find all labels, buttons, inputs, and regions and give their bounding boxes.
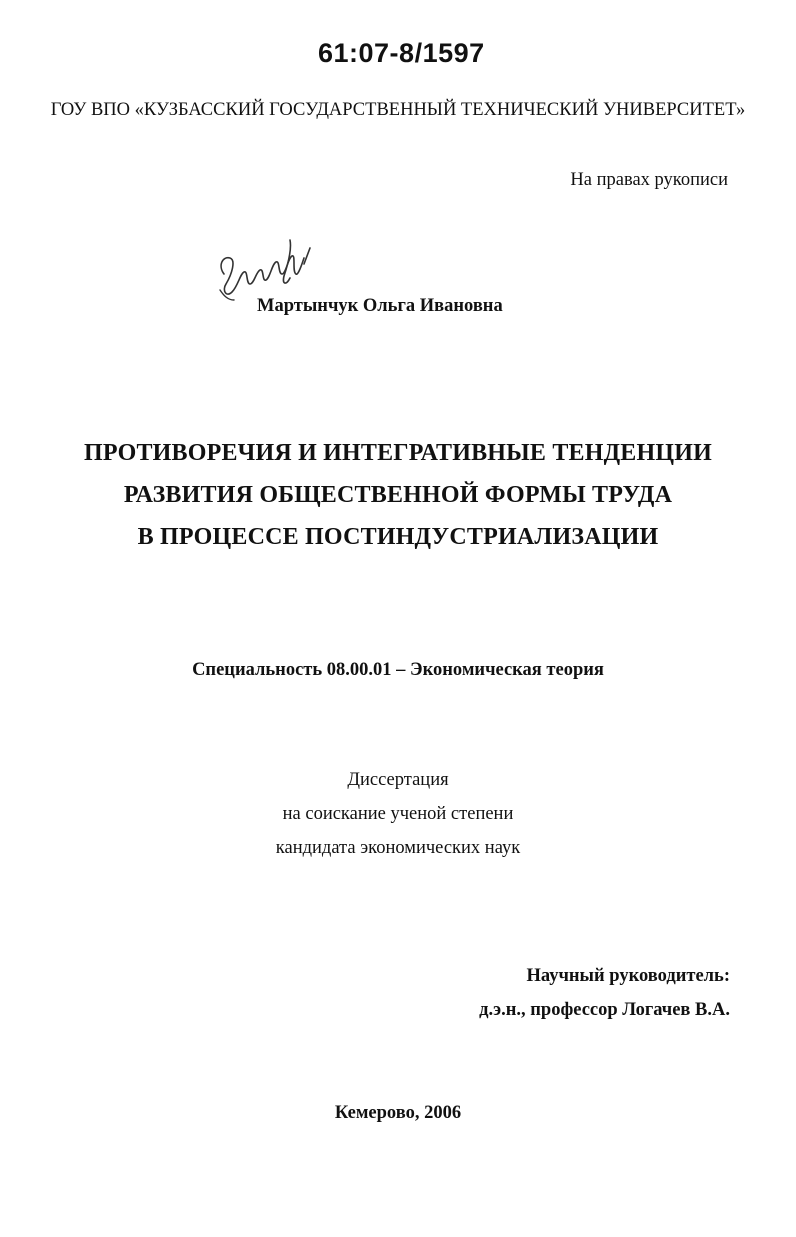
catalog-number: 61:07-8/1597 bbox=[318, 38, 485, 68]
author-name: Мартынчук Ольга Ивановна bbox=[257, 296, 503, 316]
supervisor-name: д.э.н., профессор Логачев В.А. bbox=[479, 1000, 730, 1020]
dissertation-title-line-2: РАЗВИТИЯ ОБЩЕСТВЕННОЙ ФОРМЫ ТРУДА bbox=[123, 482, 673, 508]
rights-note: На правах рукописи bbox=[570, 170, 728, 190]
dissertation-title-line-1: ПРОТИВОРЕЧИЯ И ИНТЕГРАТИВНЫЕ ТЕНДЕНЦИИ bbox=[84, 440, 712, 466]
degree-line-1: Диссертация bbox=[347, 770, 449, 790]
dissertation-title-line-3: В ПРОЦЕССЕ ПОСТИНДУСТРИАЛИЗАЦИИ bbox=[137, 524, 659, 550]
supervisor-label: Научный руководитель: bbox=[526, 966, 730, 986]
degree-line-2: на соискание ученой степени bbox=[282, 804, 514, 824]
city-year: Кемерово, 2006 bbox=[334, 1103, 462, 1123]
specialty: Специальность 08.00.01 – Экономическая теория bbox=[192, 660, 604, 680]
degree-line-3: кандидата экономических наук bbox=[275, 838, 521, 858]
university-name: ГОУ ВПО «КУЗБАССКИЙ ГОСУДАРСТВЕННЫЙ ТЕХНИЧЕСКИЙ УНИВЕРСИТЕТ» bbox=[50, 100, 746, 120]
